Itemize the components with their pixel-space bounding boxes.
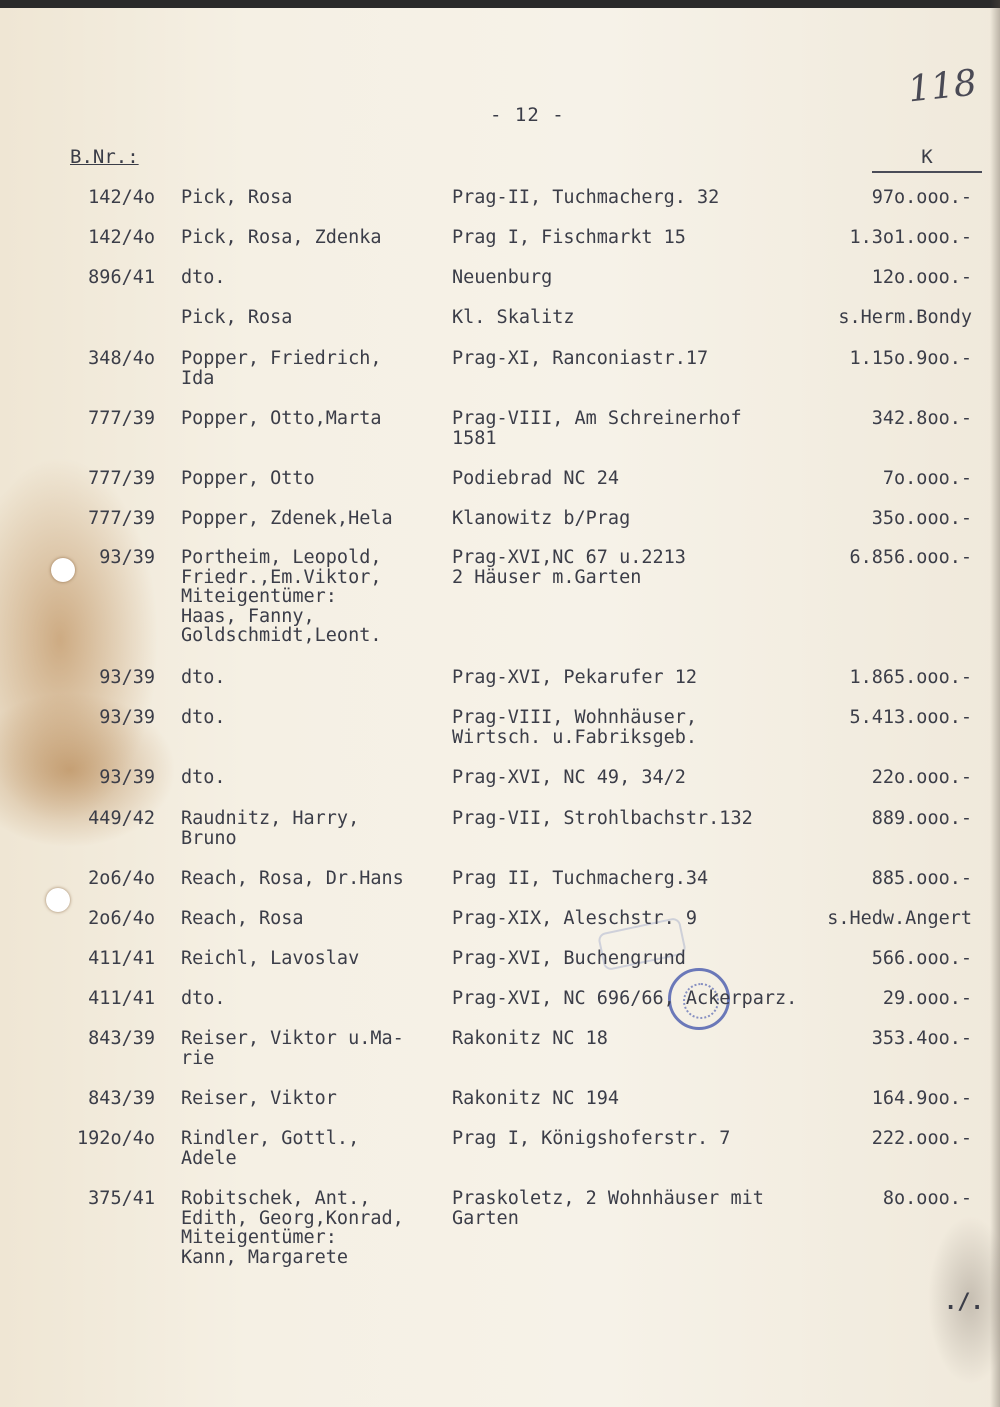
case-number: 192o/4o <box>77 1128 155 1149</box>
property-address: Neuenburg <box>452 267 553 288</box>
property-address: Podiebrad NC 24 <box>452 468 620 489</box>
owner-name: Pick, Rosa <box>181 187 293 208</box>
case-number: 93/39 <box>99 707 155 728</box>
property-address: Prag-XVI, NC 696/66, Ackerparz. <box>452 988 798 1009</box>
case-number: 2o6/4o <box>88 908 155 929</box>
scan-right-edge <box>990 0 1000 1407</box>
case-number: 411/41 <box>88 948 155 969</box>
property-address: Prag-XVI, Pekarufer 12 <box>452 667 698 688</box>
case-number: 375/41 <box>88 1188 155 1209</box>
amount: 7o.ooo.- <box>882 468 972 489</box>
amount: 1.3o1.ooo.- <box>849 227 972 248</box>
owner-name: Popper, Otto,Marta <box>181 408 382 429</box>
amount: s.Hedw.Angert <box>827 908 972 929</box>
amount: 566.ooo.- <box>871 948 972 969</box>
owner-name: Pick, Rosa, Zdenka <box>181 227 382 248</box>
property-address: Prag-XVI, Buchengrund <box>452 948 686 969</box>
amount: 889.ooo.- <box>871 808 972 829</box>
amount: 885.ooo.- <box>871 868 972 889</box>
case-number: 93/39 <box>99 667 155 688</box>
case-number: 93/39 <box>99 767 155 788</box>
amount: 353.4oo.- <box>871 1028 972 1049</box>
case-number: 142/4o <box>88 187 155 208</box>
punch-hole-top <box>51 558 75 582</box>
property-address: Prag-II, Tuchmacherg. 32 <box>452 187 720 208</box>
amount: 12o.ooo.- <box>871 267 972 288</box>
amount: 8o.ooo.- <box>882 1188 972 1209</box>
amount: 5.413.ooo.- <box>849 707 972 728</box>
owner-name: Pick, Rosa <box>181 307 293 328</box>
owner-name: Robitschek, Ant., Edith, Georg,Konrad, Miteigentümer: Kann, Margarete <box>181 1188 404 1268</box>
property-address: Prag-VIII, Wohnhäuser, Wirtsch. u.Fabriksgeb. <box>452 707 698 748</box>
owner-name: Reiser, Viktor <box>181 1088 337 1109</box>
owner-name: dto. <box>181 988 226 1009</box>
case-number: 142/4o <box>88 227 155 248</box>
amount: 222.ooo.- <box>871 1128 972 1149</box>
owner-name: Reiser, Viktor u.Ma- rie <box>181 1028 404 1069</box>
property-address: Prag-XVI, NC 49, 34/2 <box>452 767 686 788</box>
property-address: Kl. Skalitz <box>452 307 575 328</box>
property-address: Praskoletz, 2 Wohnhäuser mit Garten <box>452 1188 764 1229</box>
owner-name: Popper, Otto <box>181 468 315 489</box>
property-address: Rakonitz NC 194 <box>452 1088 620 1109</box>
property-address: Prag II, Tuchmacherg.34 <box>452 868 709 889</box>
amount: 35o.ooo.- <box>871 508 972 529</box>
amount: 6.856.ooo.- <box>849 547 972 568</box>
case-number: 411/41 <box>88 988 155 1009</box>
handwritten-folio-number: 118 <box>906 62 979 111</box>
case-number: 2o6/4o <box>88 868 155 889</box>
amount: 1.865.ooo.- <box>849 667 972 688</box>
amount: 1.15o.9oo.- <box>849 348 972 369</box>
property-address: Rakonitz NC 18 <box>452 1028 608 1049</box>
amount: s.Herm.Bondy <box>838 307 972 328</box>
owner-name: Popper, Friedrich, Ida <box>181 348 382 389</box>
punch-hole-bottom <box>46 888 70 912</box>
case-number: 777/39 <box>88 408 155 429</box>
property-address: Prag-VIII, Am Schreinerhof 1581 <box>452 408 742 449</box>
property-address: Prag-XI, Ranconiastr.17 <box>452 348 709 369</box>
owner-name: Reichl, Lavoslav <box>181 948 360 969</box>
amount: 164.9oo.- <box>871 1088 972 1109</box>
property-address: Prag I, Fischmarkt 15 <box>452 227 686 248</box>
owner-name: dto. <box>181 267 226 288</box>
case-number: 843/39 <box>88 1028 155 1049</box>
continuation-mark: ./. <box>944 1290 984 1315</box>
amount: 29.ooo.- <box>882 988 972 1009</box>
page-number: - 12 - <box>490 104 565 126</box>
owner-name: Rindler, Gottl., Adele <box>181 1128 360 1169</box>
amount: 22o.ooo.- <box>871 767 972 788</box>
case-number: 449/42 <box>88 808 155 829</box>
property-address: Prag-XIX, Aleschstr. 9 <box>452 908 698 929</box>
owner-name: dto. <box>181 767 226 788</box>
case-number: 777/39 <box>88 508 155 529</box>
case-number: 896/41 <box>88 267 155 288</box>
column-header-bnr: B.Nr.: <box>70 146 139 168</box>
owner-name: Portheim, Leopold, Friedr.,Em.Viktor, Miteigentümer: Haas, Fanny, Goldschmidt,Leont. <box>181 547 382 646</box>
owner-name: Raudnitz, Harry, Bruno <box>181 808 360 849</box>
case-number: 93/39 <box>99 547 155 568</box>
case-number: 348/4o <box>88 348 155 369</box>
owner-name: Popper, Zdenek,Hela <box>181 508 393 529</box>
column-header-currency: K <box>921 146 933 168</box>
property-address: Klanowitz b/Prag <box>452 508 631 529</box>
owner-name: dto. <box>181 667 226 688</box>
owner-name: dto. <box>181 707 226 728</box>
header-underline <box>872 171 982 173</box>
case-number: 777/39 <box>88 468 155 489</box>
scan-top-edge <box>0 0 1000 8</box>
case-number: 843/39 <box>88 1088 155 1109</box>
amount: 342.8oo.- <box>871 408 972 429</box>
amount: 97o.ooo.- <box>871 187 972 208</box>
property-address: Prag I, Königshoferstr. 7 <box>452 1128 731 1149</box>
property-address: Prag-VII, Strohlbachstr.132 <box>452 808 753 829</box>
owner-name: Reach, Rosa <box>181 908 304 929</box>
owner-name: Reach, Rosa, Dr.Hans <box>181 868 404 889</box>
property-address: Prag-XVI,NC 67 u.2213 2 Häuser m.Garten <box>452 547 686 588</box>
